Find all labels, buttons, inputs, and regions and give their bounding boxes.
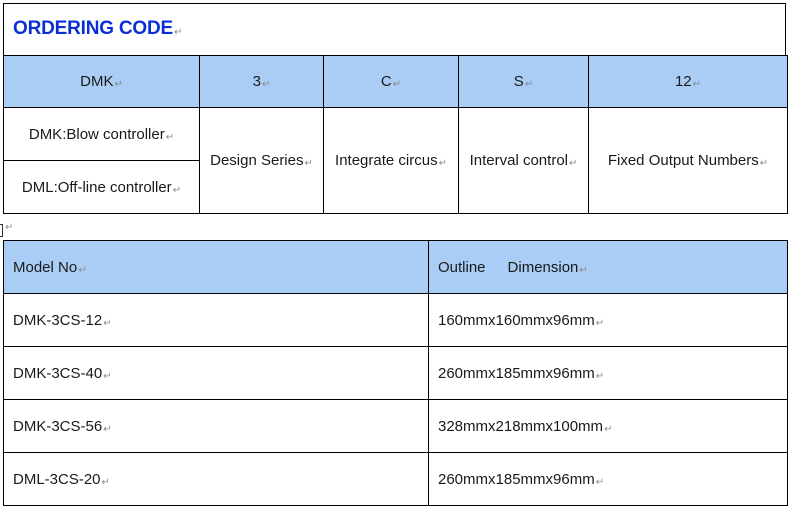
header-cell: S↵ [459, 56, 589, 108]
model-dimension-table [3, 240, 788, 506]
return-mark-icon: ↵ [101, 476, 110, 488]
meaning-cell: Fixed Output Numbers↵ [589, 108, 788, 214]
return-mark-icon: ↵ [103, 370, 112, 382]
model-cell: DMK-3CS-12↵ [4, 294, 429, 347]
return-mark-icon: ↵ [78, 264, 87, 276]
table-row [4, 347, 788, 400]
meaning-cell: Integrate circus↵ [324, 108, 459, 214]
return-mark-icon: ↵ [165, 131, 175, 143]
model-no-header: Model No↵ [4, 241, 429, 294]
return-mark-icon: ↵ [114, 79, 123, 90]
return-mark-icon: ↵ [304, 158, 313, 169]
table-row [4, 453, 788, 506]
return-mark-icon: ↵ [595, 370, 605, 382]
header-cell: 3↵ [200, 56, 324, 108]
return-mark-icon: ↵ [569, 158, 578, 169]
ordering-row [4, 108, 788, 161]
model-header-row [4, 241, 788, 294]
dimension-cell: 260mmx185mmx96mm↵ [429, 347, 788, 400]
return-mark-icon: ↵ [103, 423, 112, 435]
return-mark-icon: ↵ [759, 158, 769, 169]
table-gap-marker [0, 224, 3, 237]
outline-dimension-header: Outline Dimension↵ [429, 241, 788, 294]
model-type-cell: DML:Off-line controller↵ [4, 161, 200, 214]
dimension-cell: 160mmx160mmx96mm↵ [429, 294, 788, 347]
ordering-header-row [4, 56, 788, 108]
page-title: ORDERING CODE↵ [13, 18, 183, 39]
return-mark-icon: ↵ [692, 79, 702, 90]
ordering-code-table [3, 55, 788, 214]
return-mark-icon: ↵ [595, 476, 605, 488]
model-cell: DMK-3CS-40↵ [4, 347, 429, 400]
return-mark-icon: ↵ [261, 79, 271, 90]
return-mark-icon: ↵ [103, 317, 112, 329]
model-cell: DML-3CS-20↵ [4, 453, 429, 506]
return-mark-icon: ↵ [524, 79, 534, 90]
meaning-cell: Design Series↵ [200, 108, 324, 214]
header-cell: 12↵ [589, 56, 788, 108]
header-cell: DMK↵ [4, 56, 200, 108]
model-type-cell: DMK:Blow controller↵ [4, 108, 200, 161]
return-mark-icon: ↵ [172, 184, 182, 196]
return-mark-icon: ↵ [604, 423, 613, 435]
return-mark-icon: ↵ [579, 264, 588, 276]
header-cell: C↵ [324, 56, 459, 108]
table-row [4, 294, 788, 347]
return-mark-icon: ↵ [438, 158, 447, 169]
return-mark-icon: ↵ [173, 27, 183, 38]
return-mark-icon: ↵ [595, 317, 605, 329]
meaning-cell: Interval control↵ [459, 108, 589, 214]
return-mark-icon: ↵ [5, 222, 14, 233]
model-cell: DMK-3CS-56↵ [4, 400, 429, 453]
dimension-cell: 260mmx185mmx96mm↵ [429, 453, 788, 506]
return-mark-icon: ↵ [392, 79, 402, 90]
dimension-cell: 328mmx218mmx100mm↵ [429, 400, 788, 453]
table-row [4, 400, 788, 453]
